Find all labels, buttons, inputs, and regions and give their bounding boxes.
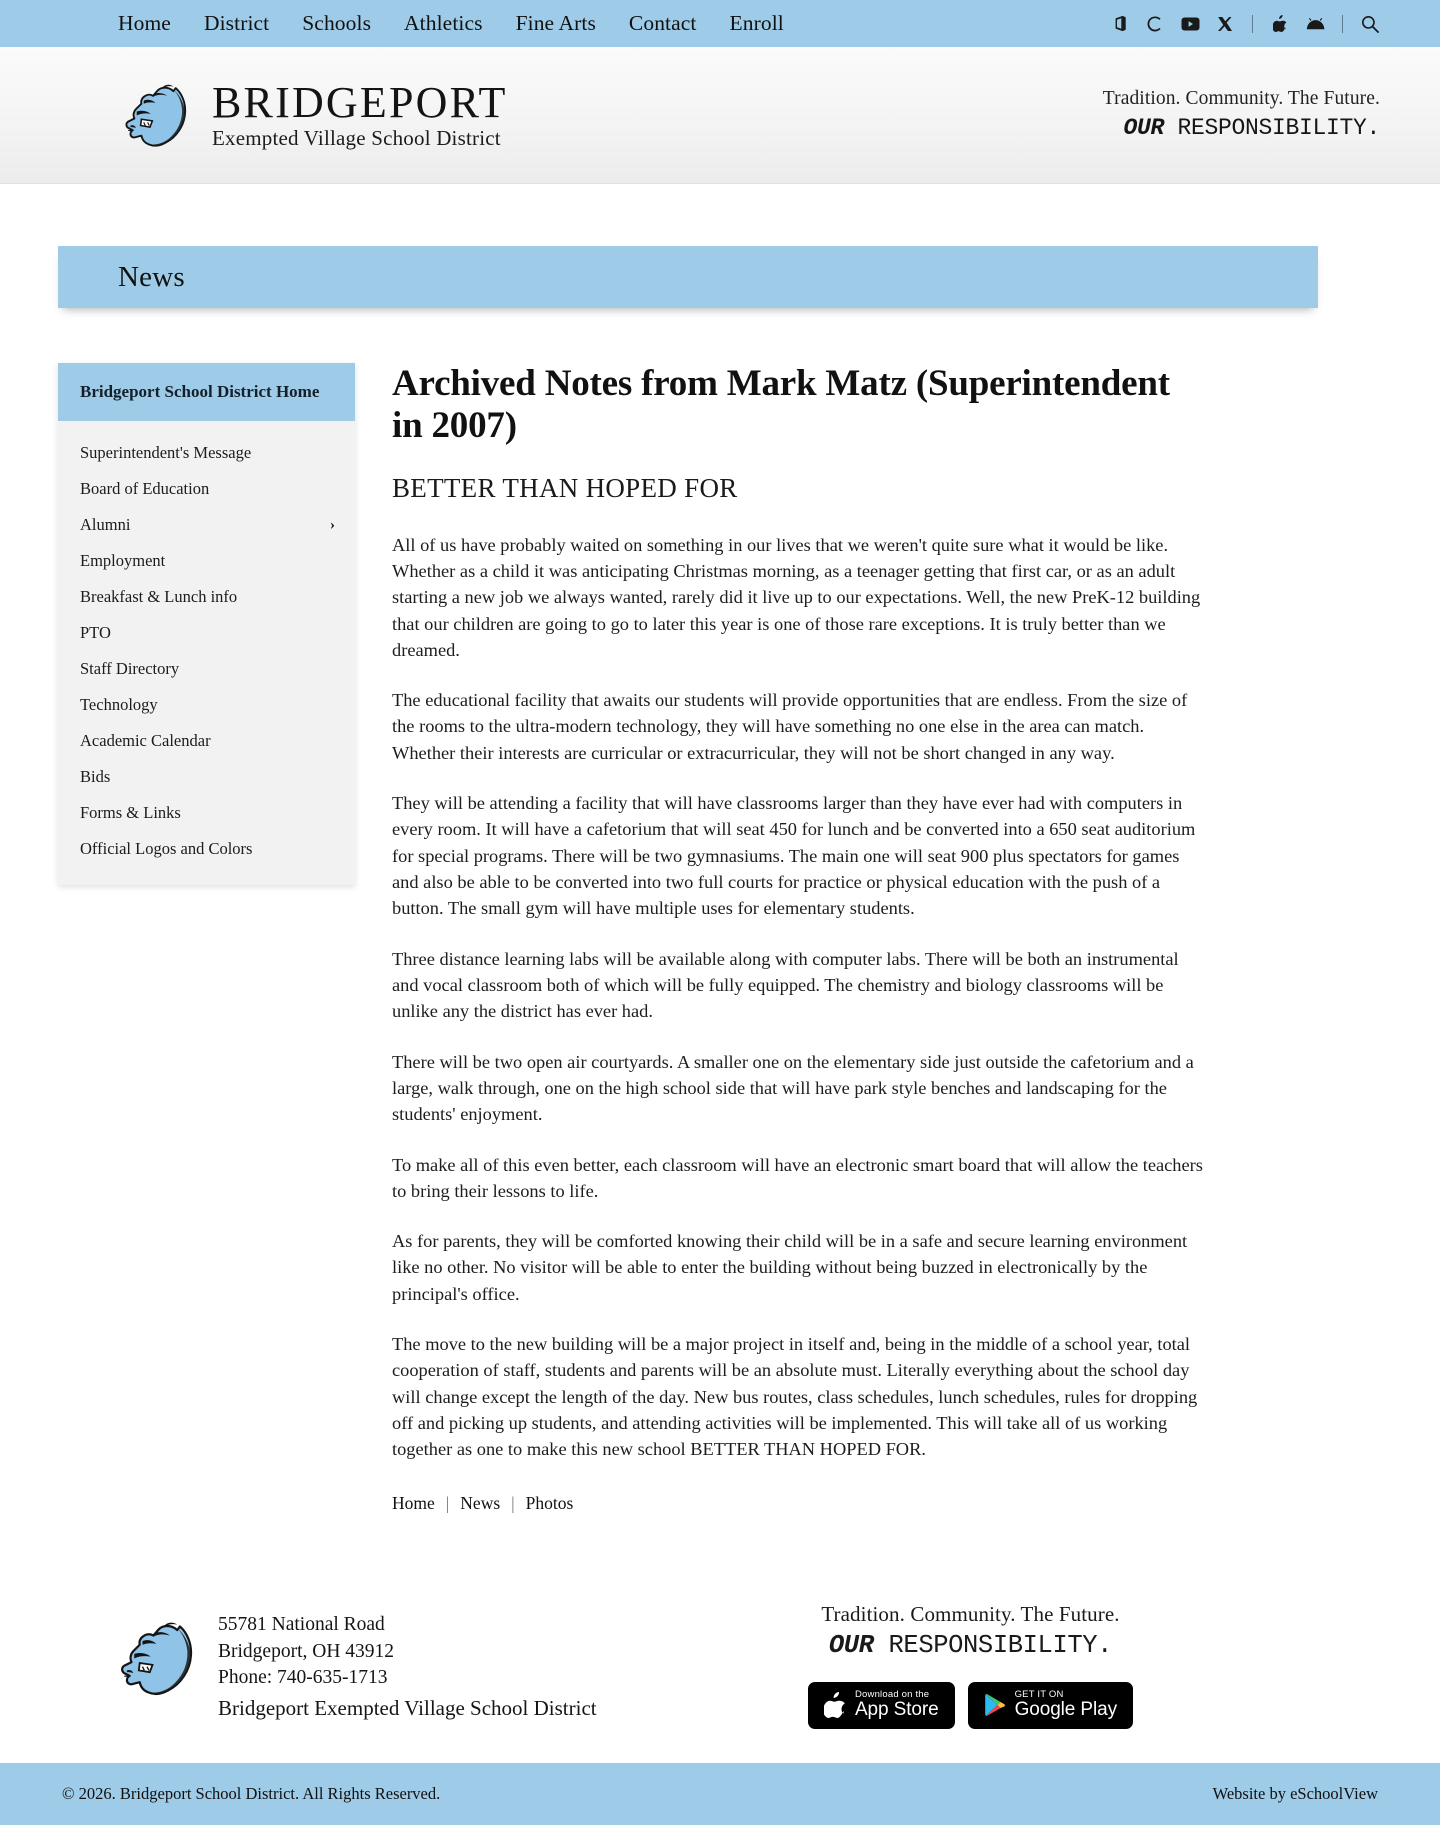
article-title: Archived Notes from Mark Matz (Superintendent in 2007) <box>392 363 1170 446</box>
nav-item-contact[interactable]: Contact <box>628 11 697 35</box>
nav-item-fine-arts[interactable]: Fine Arts <box>515 11 596 35</box>
article-link-photos[interactable]: Photos <box>525 1492 574 1513</box>
sidebar-item-label: Superintendent's Message <box>80 443 252 463</box>
header-tagline-line1: Tradition. Community. The Future. <box>1102 87 1380 109</box>
article-paragraph: There will be two open air courtyards. A smaller one on the elementary side just outside the cafetorium and a large, walk through, one on the high school side that will have park style benches and landscaping for the students' enjoyment. <box>392 1051 1194 1125</box>
article-link-news[interactable]: News <box>460 1492 501 1513</box>
nav-item-schools[interactable]: Schools <box>302 11 372 35</box>
canvas-icon[interactable] <box>1145 14 1165 34</box>
site-footer <box>0 1514 1440 1763</box>
primary-nav <box>118 11 784 36</box>
sidebar-item-label: Official Logos and Colors <box>80 839 253 859</box>
apple-logo-icon <box>824 1692 846 1718</box>
site-header <box>0 47 1440 184</box>
footer-district-name: Bridgeport Exempted Village School District <box>218 1696 597 1721</box>
article-paragraph: The educational facility that awaits our students will provide opportunities that are endless. From the size of the rooms to the ultra-modern technology, they will have something no one else in the area can match. Whether their interests are curricular or extracurricular, they will not be short changed in any way. <box>392 690 1188 763</box>
office-icon[interactable] <box>1110 14 1130 34</box>
sidebar-item-employment[interactable] <box>58 543 355 579</box>
sidebar-item-label: Technology <box>80 695 158 715</box>
x-twitter-icon[interactable] <box>1215 14 1235 34</box>
sidebar-item-staff-directory[interactable] <box>58 651 355 687</box>
article-paragraph: Three distance learning labs will be available along with computer labs. There will be both an instrumental and vocal classroom both of which will be fully equipped. The chemistry and biology classrooms will be unlike any the district has ever had. <box>392 948 1179 1022</box>
sidebar-item-label: Board of Education <box>80 479 210 499</box>
footer-contact-block <box>112 1602 597 1724</box>
sidebar-item-label: Forms & Links <box>80 803 181 823</box>
header-tagline-line2 <box>1103 114 1380 143</box>
search-icon[interactable] <box>1360 14 1380 34</box>
google-play-logo-icon <box>984 1693 1006 1717</box>
link-separator: | <box>445 1492 450 1513</box>
apple-icon[interactable] <box>1270 14 1290 34</box>
footer-bottom-bar <box>0 1763 1440 1825</box>
nav-item-enroll[interactable]: Enroll <box>729 11 784 35</box>
sidebar-item-official-logos-and-colors[interactable] <box>58 831 355 867</box>
sidebar-menu <box>58 421 355 885</box>
google-play-badge[interactable] <box>968 1682 1133 1729</box>
sidebar-item-bids[interactable] <box>58 759 355 795</box>
footer-phone[interactable]: Phone: 740-635-1713 <box>218 1667 388 1689</box>
sidebar-item-forms-links[interactable] <box>58 795 355 831</box>
sidebar-item-academic-calendar[interactable] <box>58 723 355 759</box>
website-credit-link[interactable]: Website by eSchoolView <box>1212 1783 1378 1803</box>
article-paragraph: All of us have probably waited on something in our lives that we weren't quite sure what it would be like. Whether as a child it was anticipating Christmas morning, as a teenager getting that first car, or as an adult starting a new job we always wanted, rarely did it live up to our expectations. Well, the new PreK-12 building that our children are going to go to later this year is one of those rare exceptions. It is truly better than we dreamed. <box>392 534 1201 660</box>
sidebar-item-technology[interactable] <box>58 687 355 723</box>
section-sidebar <box>58 363 355 885</box>
app-store-badge-big: App Store <box>854 1699 939 1721</box>
top-navigation-bar <box>0 0 1440 47</box>
chevron-right-icon: › <box>330 516 335 533</box>
footer-bulldog-mascot-icon <box>112 1610 204 1706</box>
page-banner <box>58 246 1318 308</box>
google-play-badge-big: Google Play <box>1014 1699 1117 1721</box>
site-title: BRIDGEPORT <box>212 78 508 127</box>
sidebar-item-pto[interactable] <box>58 615 355 651</box>
article-content <box>355 363 1440 1514</box>
article-paragraph: To make all of this even better, each classroom will have an electronic smart board that will allow the teachers to bring their lessons to life. <box>392 1154 1203 1201</box>
nav-divider-1 <box>1252 15 1253 33</box>
header-tagline-responsibility: RESPONSIBILITY. <box>1163 115 1380 142</box>
link-separator: | <box>511 1492 515 1513</box>
copyright-text: © 2026. Bridgeport School District. All Rights Reserved. <box>62 1783 441 1803</box>
header-tagline-our: OUR <box>1123 115 1164 142</box>
article-paragraph: As for parents, they will be comforted knowing their child will be in a safe and secure learning environment like no other. No visitor will be able to enter the building without being buzzed in electronically by the principal's office. <box>392 1231 1188 1304</box>
footer-address-line2: Bridgeport, OH 43912 <box>218 1640 395 1662</box>
sidebar-item-label: Employment <box>80 551 166 571</box>
sidebar-item-label: Academic Calendar <box>80 731 211 751</box>
google-play-badge-small: GET IT ON <box>1014 1689 1064 1701</box>
app-store-badge[interactable] <box>808 1682 955 1729</box>
app-badges <box>808 1682 1133 1729</box>
bulldog-mascot-icon <box>118 74 196 156</box>
header-tagline <box>1103 87 1380 143</box>
sidebar-item-label: Breakfast & Lunch info <box>80 587 238 607</box>
footer-tagline-our: OUR <box>828 1630 874 1660</box>
sidebar-item-label: Alumni <box>80 515 131 535</box>
footer-tagline-responsibility: RESPONSIBILITY. <box>873 1630 1113 1660</box>
app-store-badge-small: Download on the <box>854 1689 930 1701</box>
nav-item-district[interactable]: District <box>203 11 270 35</box>
site-subtitle: Exempted Village School District <box>212 126 501 150</box>
sidebar-item-alumni[interactable] <box>58 507 355 543</box>
sidebar-item-label: PTO <box>80 623 111 643</box>
sidebar-item-superintendents-message[interactable] <box>58 435 355 471</box>
sidebar-item-label: Bids <box>80 767 111 787</box>
nav-divider-2 <box>1342 15 1343 33</box>
sidebar-item-board-of-education[interactable] <box>58 471 355 507</box>
nav-icon-group <box>1110 14 1380 34</box>
article-footer-links <box>392 1493 1204 1514</box>
sidebar-item-label: Staff Directory <box>80 659 180 679</box>
footer-tagline-block <box>808 1602 1133 1729</box>
article-paragraph: The move to the new building will be a major project in itself and, being in the middle of a school year, total cooperation of staff, students and parents will be an absolute must. Literally everything about the school day will change except the length of the day. New bus routes, class schedules, lunch schedules, rules for dropping off and picking up students, and attending activities will be implemented. This will take all of us working together as one to make this new school BETTER THAN HOPED FOR. <box>392 1334 1198 1460</box>
site-logo-link[interactable] <box>118 74 508 156</box>
footer-address-line1: 55781 National Road <box>218 1613 385 1635</box>
youtube-icon[interactable] <box>1180 14 1200 34</box>
page-title: News <box>118 260 185 293</box>
article-paragraph: They will be attending a facility that will have classrooms larger than they have ever had with computers in every room. It will have a cafetorium that will seat 450 for lunch and be converted into a 650 seat auditorium for special programs. There will be two gymnasiums. The main one will seat 900 plus spectators for games and also be able to be converted into two full courts for practice or physical education with the push of a button. The small gym will have multiple uses for elementary students. <box>392 793 1196 919</box>
sidebar-heading-home[interactable]: Bridgeport School District Home <box>58 363 355 421</box>
footer-tagline-line2 <box>808 1631 1133 1660</box>
android-icon[interactable] <box>1305 14 1325 34</box>
nav-item-athletics[interactable]: Athletics <box>404 11 483 35</box>
footer-tagline-line1: Tradition. Community. The Future. <box>821 1601 1120 1626</box>
article-subtitle: BETTER THAN HOPED FOR <box>392 472 738 503</box>
nav-item-home[interactable]: Home <box>118 11 171 35</box>
sidebar-item-breakfast-lunch-info[interactable] <box>58 579 355 615</box>
article-link-home[interactable]: Home <box>392 1492 435 1513</box>
